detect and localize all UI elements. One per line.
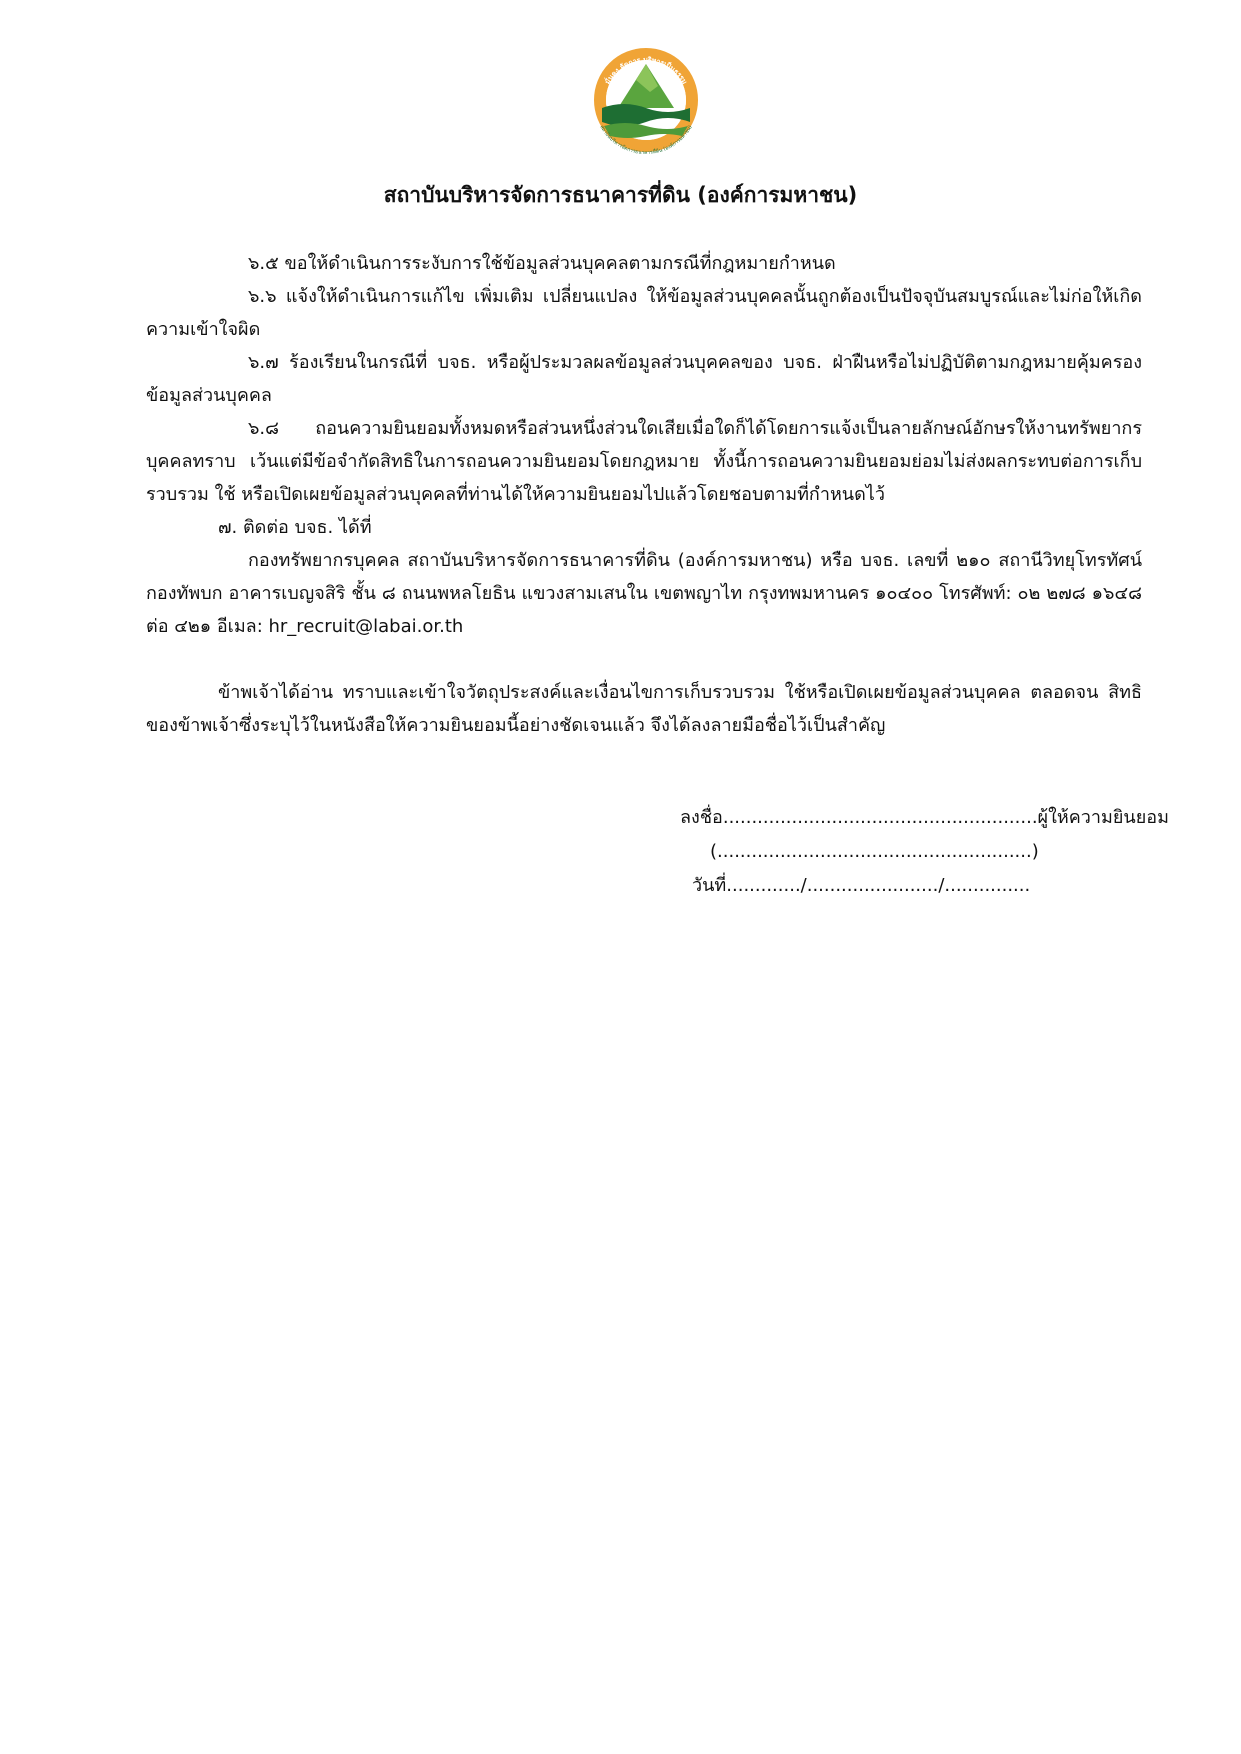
paragraph-spacer <box>146 643 1142 676</box>
logo-top-text: มั่นคง จัดการ บริหารเป็นธรรม <box>603 55 689 86</box>
item-6-6: ๖.๖ แจ้งให้ดำเนินการแก้ไข เพิ่มเติม เปลี่ยนแปลง ให้ข้อมูลส่วนบุคคลนั้นถูกต้องเป็นปัจจุบันสมบูรณ์และไม่ก่อให้เกิดความเข้าใจผิด <box>146 286 1142 340</box>
printed-name-line: (.......................................................) <box>710 841 1039 862</box>
consent-declaration: ข้าพเจ้าได้อ่าน ทราบและเข้าใจวัตถุประสงค์และเงื่อนไขการเก็บรวบรวม ใช้หรือเปิดเผยข้อมูลส่วนบุคคล ตลอดจน สิทธิของข้าพเจ้าซึ่งระบุไว้ในหนังสือให้ความยินยอมนี้อย่างชัดเจนแล้ว จึงได้ลงลายมือชื่อไว้เป็นสำคัญ <box>146 682 1142 736</box>
organization-title: สถาบันบริหารจัดการธนาคารที่ดิน (องค์การมหาชน) <box>383 183 858 207</box>
item-6-5: ๖.๕ ขอให้ดำเนินการระงับการใช้ข้อมูลส่วนบุคคลตามกรณีที่กฎหมายกำหนด <box>248 253 836 274</box>
organization-logo <box>578 42 714 158</box>
item-6-8: ๖.๘ ถอนความยินยอมทั้งหมดหรือส่วนหนึ่งส่วนใดเสียเมื่อใดก็ได้โดยการแจ้งเป็นลายลักษณ์อักษรให้งานทรัพยากรบุคคลทราบ เว้นแต่มีข้อจำกัดสิทธิในการถอนความยินยอมโดยกฎหมาย ทั้งนี้การถอนความยินยอมย่อมไม่ส่งผลกระทบต่อการเก็บรวบรวม ใช้ หรือเปิดเผยข้อมูลส่วนบุคคลที่ท่านได้ให้ความยินยอมไปแล้วโดยชอบตามที่กำหนดไว้ <box>146 418 1142 505</box>
document-body <box>146 247 1142 742</box>
item-6-7: ๖.๗ ร้องเรียนในกรณีที่ บจธ. หรือผู้ประมวลผลข้อมูลส่วนบุคคลของ บจธ. ฝ่าฝืนหรือไม่ปฏิบัติตามกฎหมายคุ้มครองข้อมูลส่วนบุคคล <box>146 352 1142 406</box>
date-line: วันที่............./......................./............... <box>692 875 1031 896</box>
signature-block <box>680 801 1169 903</box>
section-7-heading: ๗. ติดต่อ บจธ. ได้ที่ <box>218 517 372 538</box>
logo-bottom-text: สถาบันบริหารจัดการธนาคารที่ดิน (องค์การมหาชน) <box>598 124 694 157</box>
signature-line: ลงชื่อ.......................................................ผู้ให้ความยินยอม <box>680 807 1169 828</box>
contact-address: กองทรัพยากรบุคคล สถาบันบริหารจัดการธนาคารที่ดิน (องค์การมหาชน) หรือ บจธ. เลขที่ ๒๑๐ สถานีวิทยุโทรทัศน์กองทัพบก อาคารเบญจสิริ ชั้น ๘ ถนนพหลโยธิน แขวงสามเสนใน เขตพญาไท กรุงทพมหานคร ๑๐๔๐๐ โทรศัพท์: ๐๒ ๒๗๘ ๑๖๔๘ ต่อ ๔๒๑ อีเมล: hr_recruit@labai.or.th <box>146 550 1142 637</box>
